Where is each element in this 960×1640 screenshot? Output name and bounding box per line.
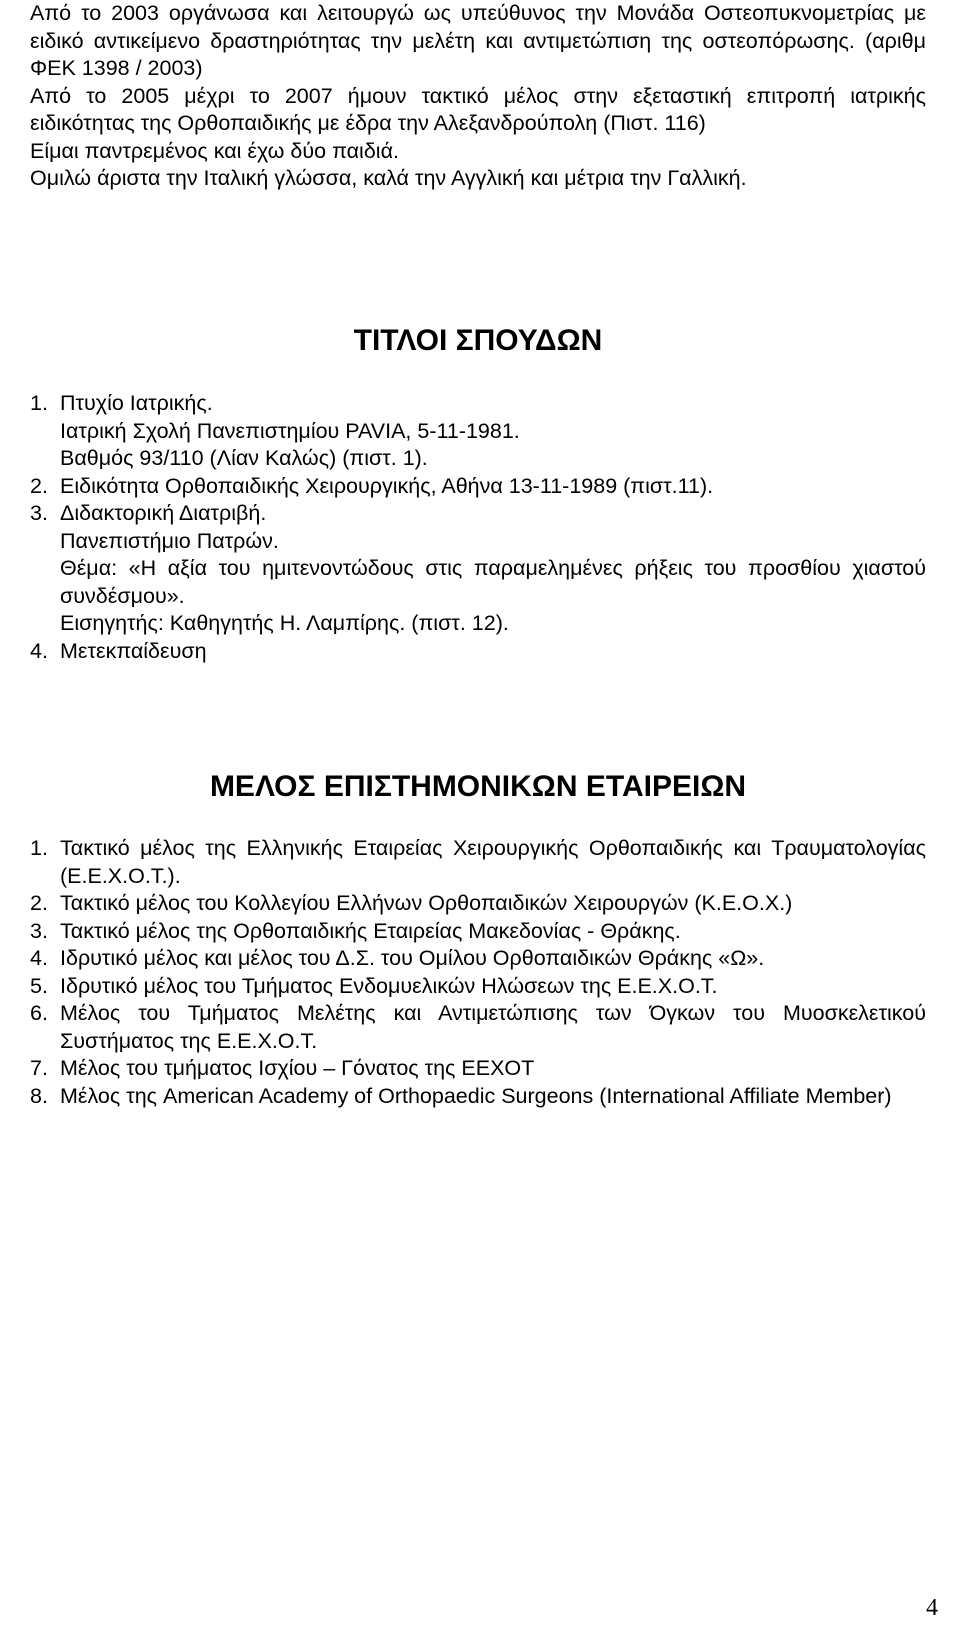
studies-item-line: Ειδικότητα Ορθοπαιδικής Χειρουργικής, Αθήνα 13-11-1989 (πιστ.11). (60, 473, 714, 498)
society-item (30, 1083, 926, 1111)
intro-section (30, 0, 926, 193)
page-number: 4 (926, 1595, 938, 1621)
society-item-text: Τακτικό μέλος της Ορθοπαιδικής Εταιρείας Μακεδονίας - Θράκης. (60, 918, 681, 943)
studies-item-line: Εισηγητής: Καθηγητής Η. Λαμπίρης. (πιστ. 12). (60, 611, 509, 635)
list-number: 2. (30, 891, 48, 915)
list-number: 3. (30, 918, 48, 943)
studies-item-line: Βαθμός 93/110 (Λίαν Καλώς) (πιστ. 1). (60, 446, 428, 470)
studies-list (30, 390, 926, 665)
studies-item (30, 500, 926, 638)
society-item-text: Ιδρυτικό μέλος και μέλος του Δ.Σ. του Ομίλου Ορθοπαιδικών Θράκης «Ω». (60, 946, 765, 970)
list-number: 1. (30, 836, 48, 860)
list-number: 4. (30, 638, 48, 663)
society-item (30, 1000, 926, 1055)
society-item (30, 973, 926, 1001)
intro-paragraph-osteoporosis: Από το 2003 οργάνωσα και λειτουργώ ως υπεύθυνος την Μονάδα Οστεοπυκνομετρίας με ειδικό αντικείμενο δραστηριότητας την μελέτη και αντιμετώπιση της οστεοπόρωσης. (αριθμ ΦΕΚ 1398 / 2003) (30, 1, 926, 80)
studies-item-line: Διδακτορική Διατριβή. (60, 501, 267, 525)
studies-heading: ΤΙΤΛΟΙ ΣΠΟΥΔΩΝ (353, 324, 603, 357)
society-item-text: Μέλος του τμήματος Ισχίου – Γόνατος της ΕΕΧΟΤ (60, 1056, 535, 1080)
list-number: 2. (30, 473, 48, 498)
society-item-text: Τακτικό μέλος της Ελληνικής Εταιρείας Χειρουργικής Ορθοπαιδικής και Τραυματολογίας (Ε.Ε.Χ.Ο.Τ.). (60, 836, 926, 888)
list-number: 1. (30, 391, 48, 415)
society-item (30, 1055, 926, 1083)
societies-heading: ΜΕΛΟΣ ΕΠΙΣΤΗΜΟΝΙΚΩΝ ΕΤΑΙΡΕΙΩΝ (209, 770, 747, 803)
studies-item (30, 473, 926, 501)
studies-item (30, 638, 926, 666)
list-number: 6. (30, 1001, 48, 1025)
list-number: 4. (30, 946, 48, 970)
intro-paragraph-languages: Ομιλώ άριστα την Ιταλική γλώσσα, καλά την Αγγλική και μέτρια την Γαλλική. (30, 166, 747, 190)
society-item-text: Τακτικό μέλος του Κολλεγίου Ελλήνων Ορθοπαιδικών Χειρουργών (Κ.Ε.Ο.Χ.) (60, 891, 793, 915)
society-item-text: Ιδρυτικό μέλος του Τμήματος Ενδομυελικών Ηλώσεων της Ε.Ε.Χ.Ο.Τ. (60, 973, 718, 998)
society-item (30, 835, 926, 890)
society-item (30, 890, 926, 918)
studies-item (30, 390, 926, 473)
societies-list (30, 835, 926, 1110)
studies-item-line: Ιατρική Σχολή Πανεπιστημίου PAVIA, 5-11-1981. (60, 418, 520, 443)
list-number: 5. (30, 973, 48, 998)
society-item (30, 945, 926, 973)
list-number: 7. (30, 1056, 48, 1080)
studies-item-line: Θέμα: «Η αξία του ημιτενοντώδους στις παραμελημένες ρήξεις του προσθίου χιαστού συνδέσμου». (60, 556, 926, 608)
society-item (30, 918, 926, 946)
list-number: 3. (30, 501, 48, 525)
society-item-text: Μέλος του Τμήματος Μελέτης και Αντιμετώπισης των Όγκων του Μυοσκελετικού Συστήματος της Ε.Ε.Χ.Ο.Τ. (60, 1001, 926, 1053)
list-number: 8. (30, 1083, 48, 1108)
society-item-text: Μέλος της American Academy of Orthopaedic Surgeons (International Affiliate Member) (60, 1083, 892, 1108)
intro-paragraph-family: Είμαι παντρεμένος και έχω δύο παιδιά. (30, 138, 399, 163)
studies-item-line: Πανεπιστήμιο Πατρών. (60, 528, 279, 553)
intro-paragraph-exam-committee: Από το 2005 μέχρι το 2007 ήμουν τακτικό μέλος στην εξεταστική επιτροπή ιατρικής ειδικότητας της Ορθοπαιδικής με έδρα την Αλεξανδρούπολη (Πιστ. 116) (30, 83, 926, 135)
studies-item-line: Πτυχίο Ιατρικής. (60, 391, 213, 415)
studies-item-line: Μετεκπαίδευση (60, 638, 207, 663)
